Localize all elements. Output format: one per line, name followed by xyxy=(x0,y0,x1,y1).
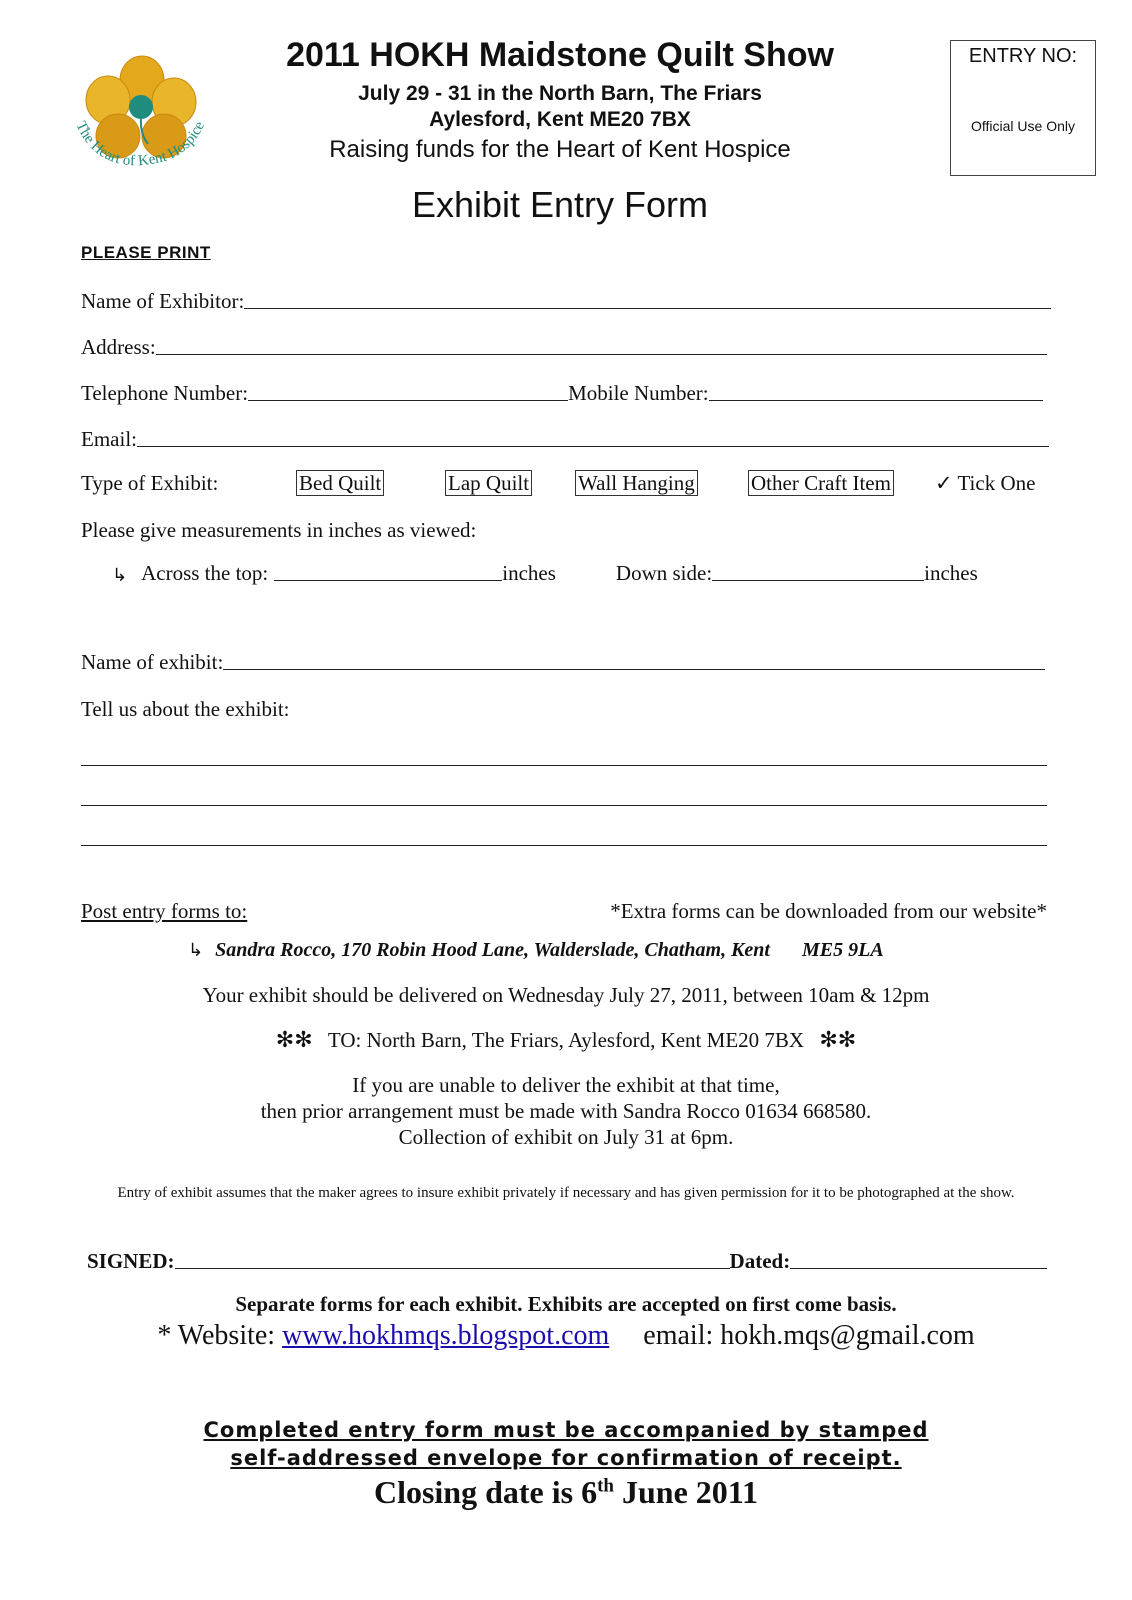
destination-text: TO: North Barn, The Friars, Aylesford, Kent ME20 7BX xyxy=(327,1028,805,1052)
hospice-logo xyxy=(70,52,220,180)
arrow-icon: ↳ xyxy=(188,940,204,961)
entry-number-box xyxy=(950,40,1096,176)
separate-forms-note: Separate forms for each exhibit. Exhibits are accepted on first come basis. xyxy=(235,1292,897,1316)
type-lap-quilt[interactable]: Lap Quilt xyxy=(445,470,532,496)
telephone-label: Telephone Number: xyxy=(81,381,249,405)
phone-row xyxy=(81,376,1043,406)
down-side-label: Down side: xyxy=(615,561,713,585)
mobile-label: Mobile Number: xyxy=(568,381,709,405)
asterisk-icon: ✻✻ xyxy=(275,1028,313,1053)
insurance-note: Entry of exhibit assumes that the maker agrees to insure exhibit privately if necessary and has given permission for it to be photographed at the show. xyxy=(117,1185,1015,1201)
asterisk-icon: ✻✻ xyxy=(819,1028,857,1053)
dated-label: Dated: xyxy=(729,1249,791,1273)
closing-date xyxy=(0,1474,1132,1511)
across-inches-unit: inches xyxy=(502,561,556,585)
entry-number-label: ENTRY NO: xyxy=(968,45,1078,67)
down-inches-unit: inches xyxy=(924,561,978,585)
closing-date-suffix: th xyxy=(597,1475,614,1497)
completed-form-note-2: self-addressed envelope for confirmation of receipt. xyxy=(230,1446,902,1470)
measurements-instruction: Please give measurements in inches as viewed: xyxy=(81,518,477,542)
delivery-destination xyxy=(0,1028,1132,1053)
exhibit-name-row xyxy=(81,645,1045,675)
across-top-field[interactable] xyxy=(274,580,502,581)
exhibitor-name-label: Name of Exhibitor: xyxy=(81,289,245,313)
tell-us-label: Tell us about the exhibit: xyxy=(81,697,290,721)
exhibit-name-label: Name of exhibit: xyxy=(81,650,224,674)
closing-date-text: Closing date is 6 xyxy=(373,1474,598,1510)
website-label: * Website: xyxy=(157,1320,283,1351)
contact-row xyxy=(0,1320,1132,1352)
type-other-craft-item[interactable]: Other Craft Item xyxy=(748,470,894,496)
signature-field[interactable] xyxy=(175,1268,730,1269)
email-contact: email: hokh.mqs@gmail.com xyxy=(643,1320,975,1351)
show-dates: July 29 - 31 in the North Barn, The Friars xyxy=(358,82,762,105)
delivery-info: Your exhibit should be delivered on Wednesday July 27, 2011, between 10am & 12pm xyxy=(202,983,930,1007)
type-bed-quilt[interactable]: Bed Quilt xyxy=(296,470,384,496)
tick-one-instruction: ✓ Tick One xyxy=(935,471,1036,495)
exhibit-name-field[interactable] xyxy=(223,669,1045,670)
signed-label: SIGNED: xyxy=(87,1249,175,1273)
date-field[interactable] xyxy=(790,1268,1047,1269)
collection-info: Collection of exhibit on July 31 at 6pm. xyxy=(398,1125,734,1149)
show-title: 2011 HOKH Maidstone Quilt Show xyxy=(286,36,834,74)
postal-address-row xyxy=(188,939,884,962)
telephone-field[interactable] xyxy=(248,400,568,401)
address-field[interactable] xyxy=(156,354,1047,355)
exhibitor-name-field[interactable] xyxy=(244,308,1051,309)
postal-code: ME5 9LA xyxy=(801,939,884,961)
description-line-1[interactable] xyxy=(81,765,1047,766)
show-purpose: Raising funds for the Heart of Kent Hospice xyxy=(329,136,791,163)
email-label: Email: xyxy=(81,427,137,451)
completed-form-note-1: Completed entry form must be accompanied by stamped xyxy=(203,1418,929,1442)
please-print: PLEASE PRINT xyxy=(81,243,211,262)
exhibitor-name-row xyxy=(81,284,1051,314)
mobile-field[interactable] xyxy=(709,400,1043,401)
address-row xyxy=(81,330,1047,360)
show-location: Aylesford, Kent ME20 7BX xyxy=(429,108,691,131)
post-entry-label: Post entry forms to: xyxy=(81,899,248,923)
address-label: Address: xyxy=(81,335,156,359)
description-line-3[interactable] xyxy=(81,845,1047,846)
email-row xyxy=(81,422,1049,452)
logo-text: The Heart of Kent Hospice xyxy=(72,118,208,170)
extra-forms-note: *Extra forms can be downloaded from our website* xyxy=(610,899,1047,923)
postal-address: Sandra Rocco, 170 Robin Hood Lane, Walderslade, Chatham, Kent xyxy=(215,939,770,961)
description-line-2[interactable] xyxy=(81,805,1047,806)
arrow-icon: ↳ xyxy=(112,565,128,586)
closing-date-month: June 2011 xyxy=(614,1474,759,1510)
website-link[interactable]: www.hokhmqs.blogspot.com xyxy=(282,1320,610,1351)
signature-row xyxy=(87,1244,1047,1274)
email-field[interactable] xyxy=(137,446,1049,447)
official-use-note: Official Use Only xyxy=(971,118,1075,134)
type-wall-hanging[interactable]: Wall Hanging xyxy=(575,470,698,496)
unable-line-1: If you are unable to deliver the exhibit at that time, xyxy=(352,1073,780,1097)
down-side-field[interactable] xyxy=(712,580,924,581)
measurements-row xyxy=(112,556,1032,586)
type-of-exhibit-label: Type of Exhibit: xyxy=(81,471,219,495)
form-title: Exhibit Entry Form xyxy=(411,184,709,225)
unable-line-2: then prior arrangement must be made with Sandra Rocco 01634 668580. xyxy=(260,1099,872,1123)
across-top-label: Across the top: xyxy=(141,561,269,585)
